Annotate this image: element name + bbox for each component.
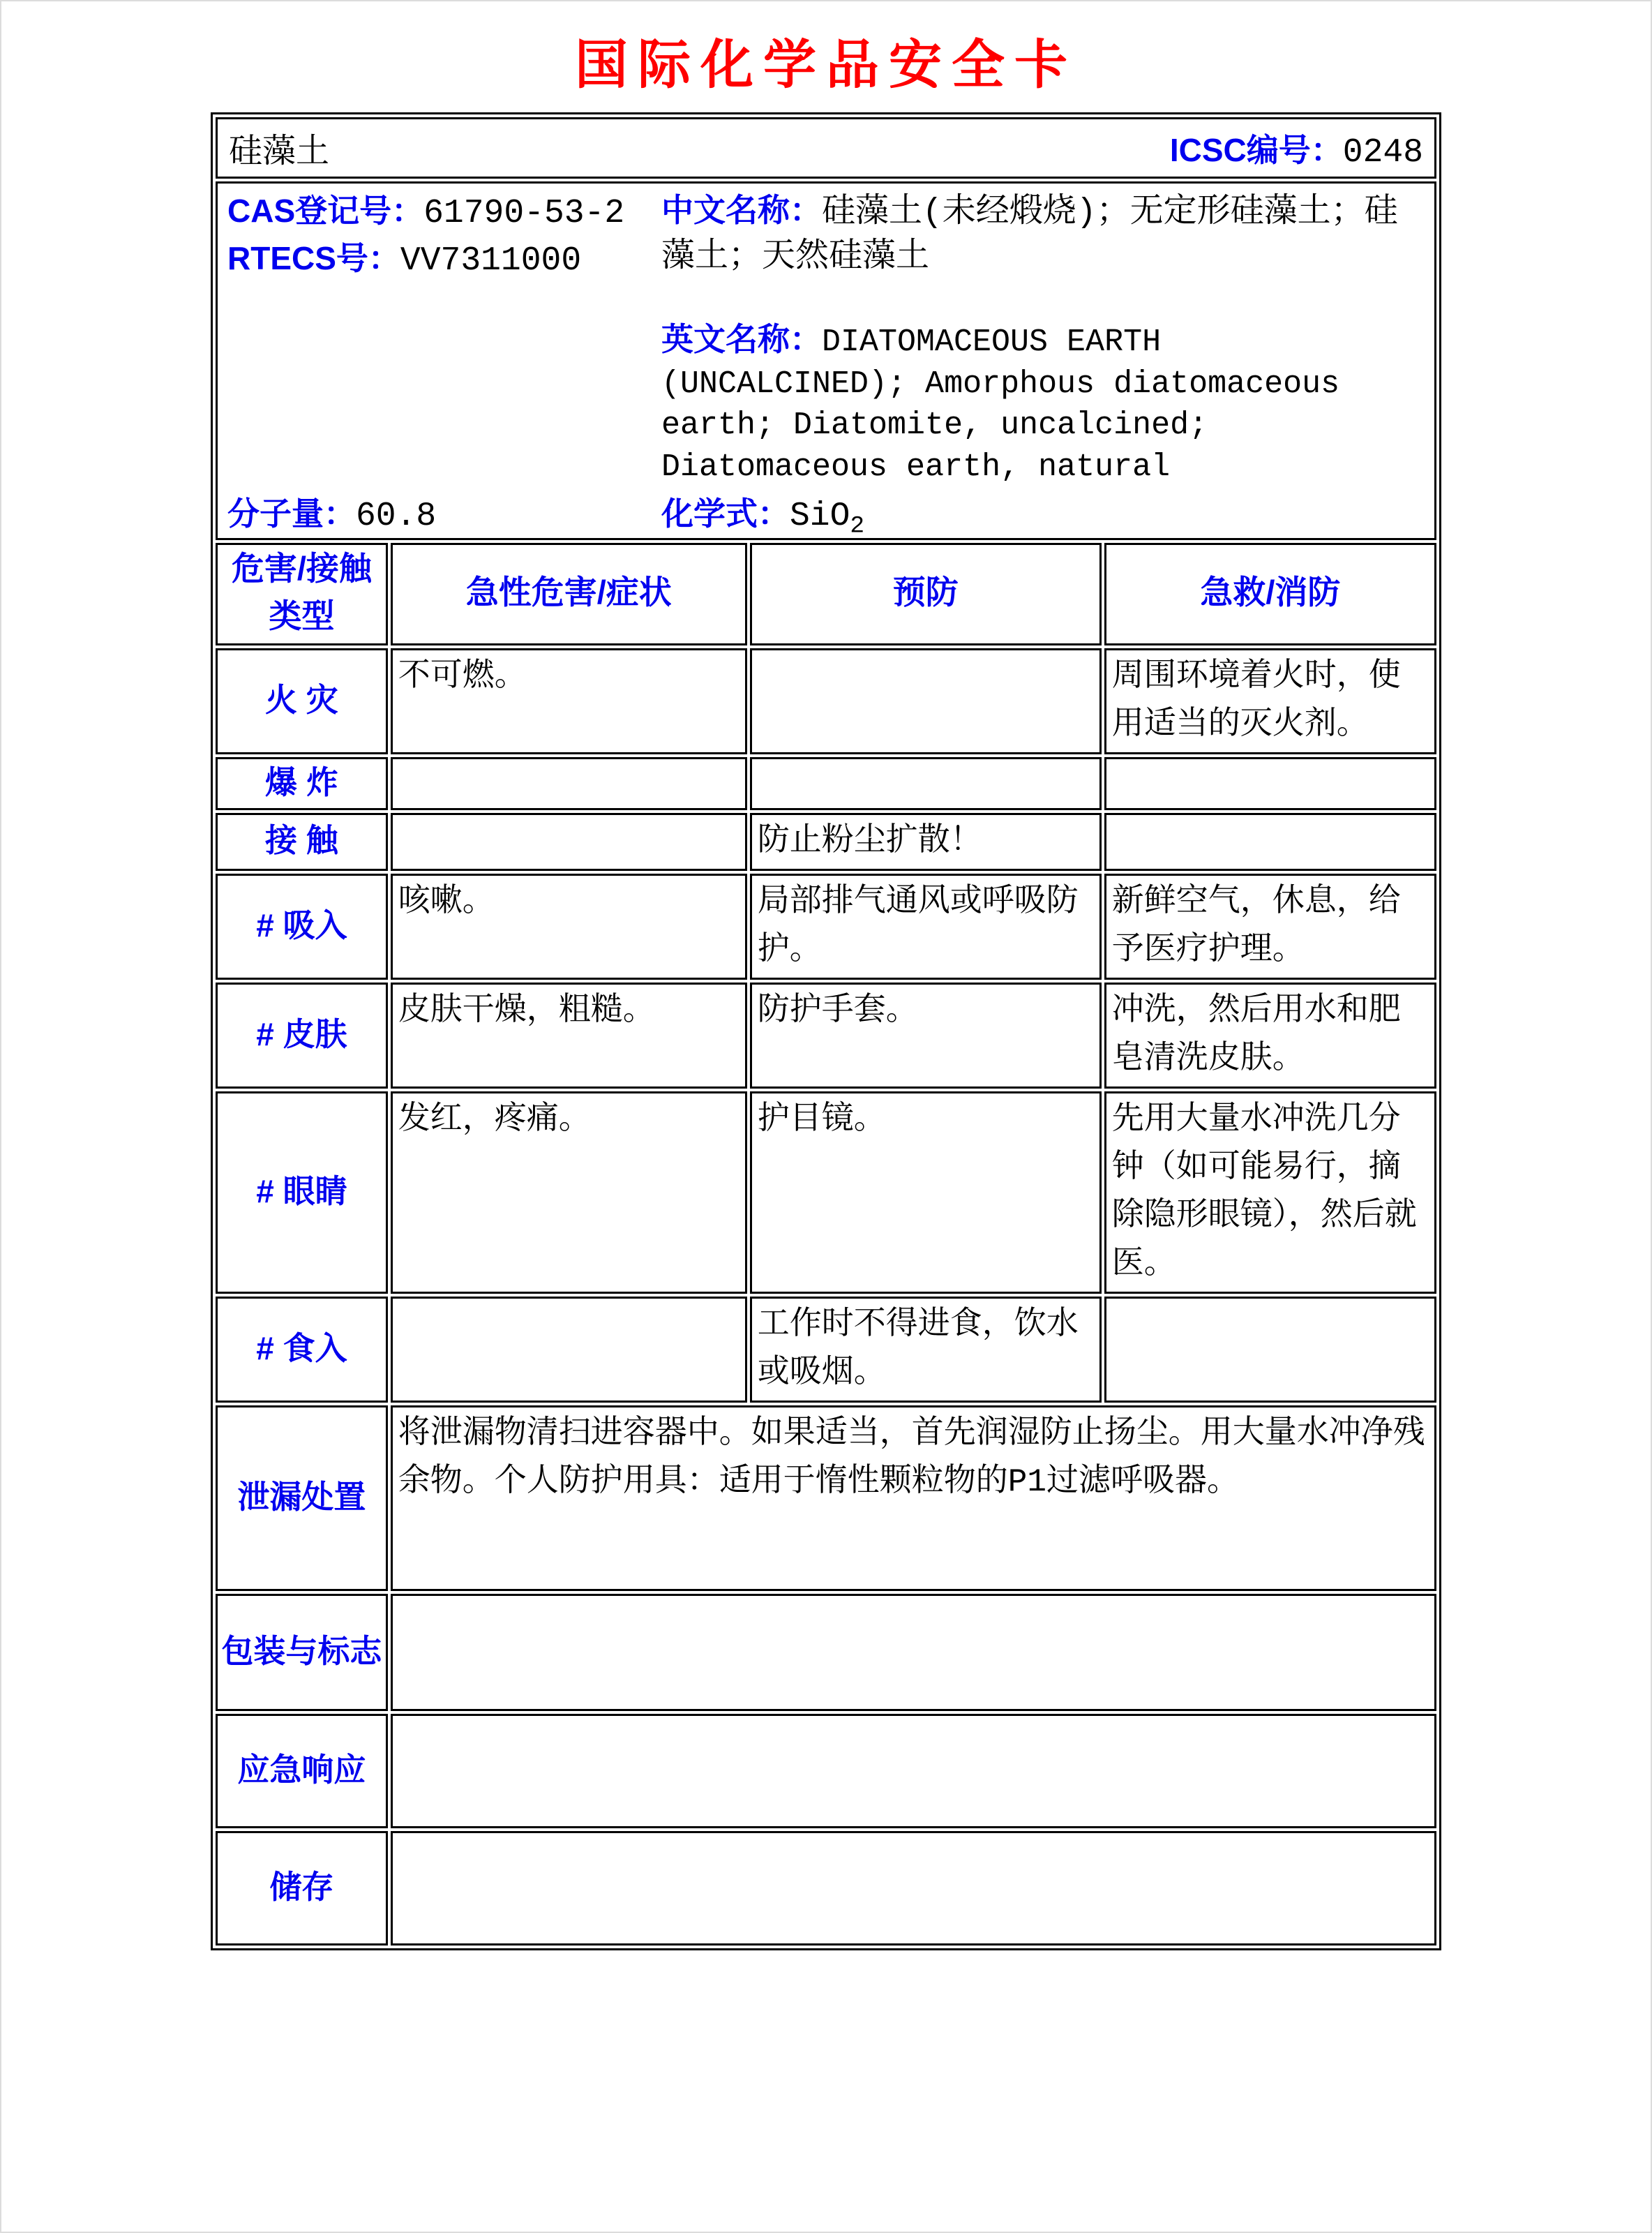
registry-numbers (227, 189, 661, 488)
identity-row (216, 181, 1436, 540)
row-label-inhalation: # 吸入 (216, 874, 388, 980)
section-label-packaging: 包装与标志 (216, 1594, 388, 1711)
eyes-first-aid: 先用大量水冲洗几分钟（如可能易行，摘除隐形眼镜），然后就医。 (1104, 1091, 1436, 1294)
explosion-prevention (750, 757, 1102, 810)
formula-subscript: 2 (850, 512, 865, 540)
ingestion-prevention: 工作时不得进食，饮水或吸烟。 (750, 1297, 1102, 1403)
card-header-row (216, 117, 1436, 179)
exposure-first-aid (1104, 813, 1436, 871)
hazard-row-explosion (216, 757, 1436, 810)
icsc-number-value: 0248 (1342, 133, 1423, 172)
eyes-prevention: 护目镜。 (750, 1091, 1102, 1294)
identity-cell (216, 181, 1436, 540)
skin-symptoms: 皮肤干燥，粗糙。 (391, 983, 747, 1089)
fire-prevention (750, 648, 1102, 754)
section-row-emergency (216, 1714, 1436, 1828)
ingestion-symptoms (391, 1297, 747, 1403)
row-label-explosion: 爆 炸 (216, 757, 388, 810)
section-row-packaging (216, 1594, 1436, 1711)
icsc-card-table (211, 112, 1441, 1950)
packaging-content (391, 1594, 1436, 1711)
english-names-line (661, 318, 1425, 488)
section-row-spillage (216, 1405, 1436, 1591)
english-names: DIATOMACEOUS EARTH (UNCALCINED); Amorphous diatomaceous earth; Diatomite, uncalcined; Diatomaceous earth, natural (661, 324, 1340, 486)
inhalation-prevention: 局部排气通风或呼吸防护。 (750, 874, 1102, 980)
skin-prevention: 防护手套。 (750, 983, 1102, 1089)
molecular-weight-label: 分子量： (227, 495, 356, 532)
row-label-skin: # 皮肤 (216, 983, 388, 1089)
fire-symptoms: 不可燃。 (391, 648, 747, 754)
explosion-first-aid (1104, 757, 1436, 810)
header-prevention: 预防 (750, 543, 1102, 645)
english-name-label: 英文名称： (661, 320, 822, 357)
cas-value: 61790-53-2 (423, 195, 625, 232)
header-first-aid: 急救/消防 (1104, 543, 1436, 645)
chinese-names: 硅藻土(未经煅烧)；无定形硅藻土；硅藻土；天然硅藻土 (661, 194, 1398, 276)
card-header-cell (216, 117, 1436, 179)
rtecs-value: VV7311000 (400, 241, 582, 280)
emergency-content (391, 1714, 1436, 1828)
ingestion-first-aid (1104, 1297, 1436, 1403)
icsc-number-group (1170, 125, 1423, 172)
chinese-names-line (661, 189, 1425, 281)
spillage-content: 将泄漏物清扫进容器中。如果适当，首先润湿防止扬尘。用大量水冲净残余物。个人防护用具：适用于惰性颗粒物的P1过滤呼吸器。 (391, 1405, 1436, 1591)
exposure-symptoms (391, 813, 747, 871)
hazard-row-exposure (216, 813, 1436, 871)
inhalation-first-aid: 新鲜空气，休息，给予医疗护理。 (1104, 874, 1436, 980)
eyes-symptoms: 发红，疼痛。 (391, 1091, 747, 1294)
hazard-row-eyes (216, 1091, 1436, 1294)
hazard-row-fire (216, 648, 1436, 754)
chemical-formula-line (661, 488, 1425, 540)
page-title: 国际化学品安全卡 (575, 36, 1077, 95)
header-hazard-type: 危害/接触类型 (216, 543, 388, 645)
row-label-fire: 火 灾 (216, 648, 388, 754)
chinese-name-label: 中文名称： (661, 192, 822, 228)
section-row-storage (216, 1831, 1436, 1946)
chemical-formula-value: SiO$_2$ (790, 498, 865, 540)
section-label-storage: 储存 (216, 1831, 388, 1946)
cas-label: CAS登记号： (227, 193, 424, 229)
fire-first-aid: 周围环境着火时，使用适当的灭火剂。 (1104, 648, 1436, 754)
cas-line (227, 189, 661, 237)
header-symptoms: 急性危害/症状 (391, 543, 747, 645)
skin-first-aid: 冲洗，然后用水和肥皂清洗皮肤。 (1104, 983, 1436, 1089)
hazard-header-row (216, 543, 1436, 645)
hazard-row-skin (216, 983, 1436, 1089)
row-label-ingestion: # 食入 (216, 1297, 388, 1403)
row-label-exposure: 接 触 (216, 813, 388, 871)
chemical-formula-label: 化学式： (661, 495, 790, 532)
molecular-weight-line (227, 488, 661, 540)
hazard-row-ingestion (216, 1297, 1436, 1403)
section-label-spillage: 泄漏处置 (216, 1405, 388, 1591)
icsc-number-label: ICSC编号： (1169, 131, 1343, 168)
explosion-symptoms (391, 757, 747, 810)
substance-name: 硅藻土 (229, 135, 330, 172)
storage-content (391, 1831, 1436, 1946)
hazard-row-inhalation (216, 874, 1436, 980)
section-label-emergency: 应急响应 (216, 1714, 388, 1828)
rtecs-label: RTECS号： (227, 239, 400, 276)
exposure-prevention: 防止粉尘扩散！ (750, 813, 1102, 871)
molecular-weight-value: 60.8 (356, 498, 437, 536)
row-label-eyes: # 眼睛 (216, 1091, 388, 1294)
names-block (661, 189, 1425, 488)
inhalation-symptoms: 咳嗽。 (391, 874, 747, 980)
rtecs-line (227, 237, 661, 284)
